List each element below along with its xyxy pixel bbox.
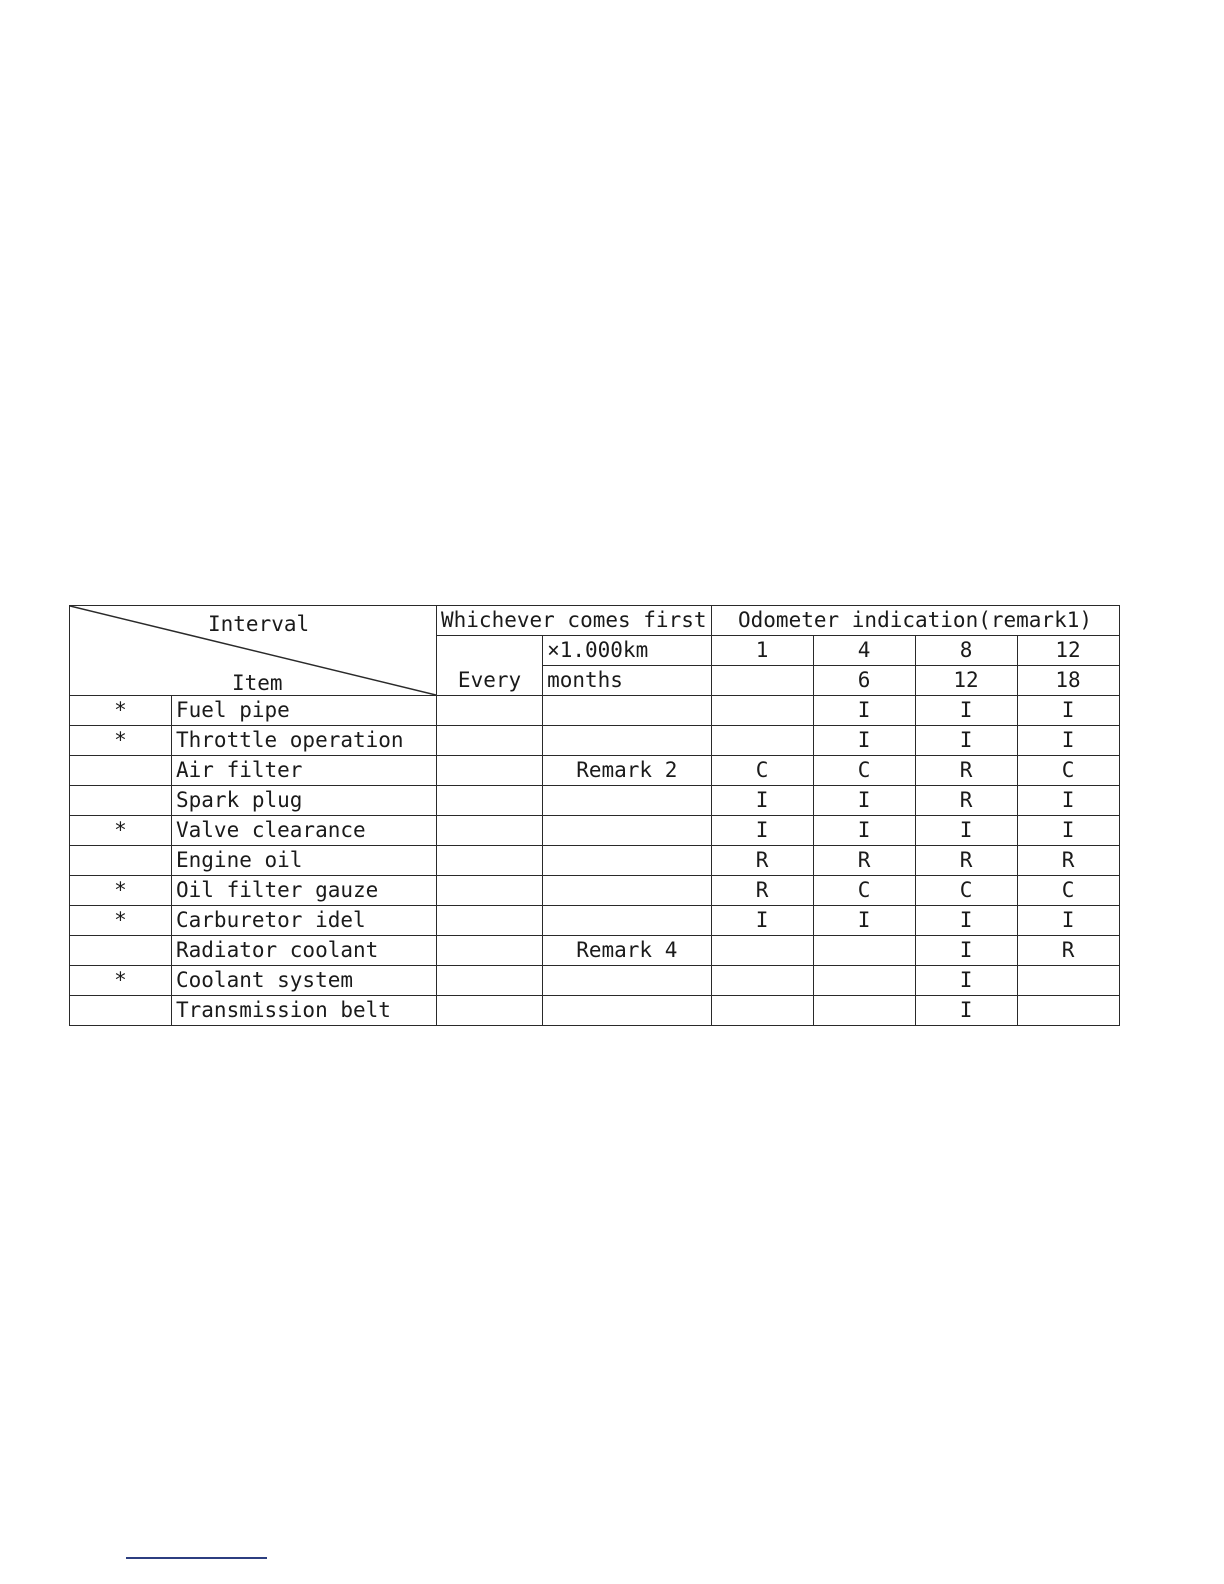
row-interval-value: R [915, 846, 1017, 876]
row-item-name: Air filter [172, 756, 437, 786]
item-label: Item [232, 671, 283, 695]
row-interval-value [813, 996, 915, 1026]
km-value: 12 [1017, 636, 1119, 666]
row-remark [543, 726, 711, 756]
row-interval-value: I [1017, 786, 1119, 816]
row-every-value [437, 816, 543, 846]
row-every-value [437, 756, 543, 786]
row-interval-value: R [915, 756, 1017, 786]
row-interval-value: I [915, 726, 1017, 756]
table-row [70, 966, 1120, 996]
row-item-name: Spark plug [172, 786, 437, 816]
row-every-value [437, 996, 543, 1026]
row-interval-value: I [1017, 696, 1119, 726]
row-interval-value: R [813, 846, 915, 876]
table-row [70, 876, 1120, 906]
interval-item-diagonal-header [70, 606, 437, 696]
row-item-name: Coolant system [172, 966, 437, 996]
row-interval-value [711, 996, 813, 1026]
row-interval-value [1017, 966, 1119, 996]
row-every-value [437, 966, 543, 996]
footnote-separator [126, 1557, 267, 1559]
table-row [70, 816, 1120, 846]
row-star-mark [70, 996, 172, 1026]
maintenance-schedule-table [69, 605, 1120, 1026]
row-interval-value: I [813, 816, 915, 846]
row-interval-value: I [915, 966, 1017, 996]
row-interval-value [711, 726, 813, 756]
row-remark [543, 786, 711, 816]
month-value: 12 [915, 666, 1017, 696]
row-interval-value: C [813, 876, 915, 906]
km-value: 4 [813, 636, 915, 666]
month-value [711, 666, 813, 696]
every-header: Every [437, 636, 543, 696]
row-every-value [437, 786, 543, 816]
row-interval-value: R [1017, 846, 1119, 876]
row-interval-value [813, 966, 915, 996]
row-star-mark [70, 786, 172, 816]
row-interval-value: R [1017, 936, 1119, 966]
row-star-mark: * [70, 906, 172, 936]
row-interval-value: I [813, 786, 915, 816]
month-value: 6 [813, 666, 915, 696]
km-unit-header: ×1.000km [543, 636, 711, 666]
row-remark [543, 906, 711, 936]
row-interval-value: C [915, 876, 1017, 906]
row-item-name: Carburetor idel [172, 906, 437, 936]
row-interval-value: C [813, 756, 915, 786]
row-item-name: Radiator coolant [172, 936, 437, 966]
row-every-value [437, 696, 543, 726]
row-star-mark [70, 936, 172, 966]
row-item-name: Fuel pipe [172, 696, 437, 726]
row-interval-value: C [711, 756, 813, 786]
row-every-value [437, 846, 543, 876]
row-remark: Remark 4 [543, 936, 711, 966]
month-value: 18 [1017, 666, 1119, 696]
row-remark [543, 816, 711, 846]
row-interval-value: I [813, 696, 915, 726]
row-remark [543, 996, 711, 1026]
row-remark [543, 846, 711, 876]
row-interval-value: I [1017, 816, 1119, 846]
row-interval-value: I [813, 726, 915, 756]
row-interval-value: I [1017, 726, 1119, 756]
row-interval-value [711, 966, 813, 996]
row-interval-value: R [915, 786, 1017, 816]
table-row [70, 696, 1120, 726]
row-interval-value: C [1017, 756, 1119, 786]
row-item-name: Transmission belt [172, 996, 437, 1026]
row-star-mark [70, 846, 172, 876]
table-row [70, 906, 1120, 936]
table-row [70, 846, 1120, 876]
row-every-value [437, 726, 543, 756]
row-interval-value: I [711, 816, 813, 846]
row-star-mark [70, 756, 172, 786]
row-interval-value: I [915, 996, 1017, 1026]
table-row [70, 786, 1120, 816]
table-row [70, 996, 1120, 1026]
row-interval-value: I [915, 906, 1017, 936]
row-item-name: Oil filter gauze [172, 876, 437, 906]
km-value: 8 [915, 636, 1017, 666]
whichever-header: Whichever comes first [437, 606, 712, 636]
row-interval-value [711, 696, 813, 726]
row-item-name: Throttle operation [172, 726, 437, 756]
km-value: 1 [711, 636, 813, 666]
row-star-mark: * [70, 696, 172, 726]
row-interval-value [1017, 996, 1119, 1026]
row-interval-value: I [915, 696, 1017, 726]
months-header: months [543, 666, 711, 696]
row-remark [543, 696, 711, 726]
row-interval-value: C [1017, 876, 1119, 906]
row-star-mark: * [70, 876, 172, 906]
row-item-name: Engine oil [172, 846, 437, 876]
row-interval-value: I [711, 786, 813, 816]
row-interval-value: R [711, 876, 813, 906]
table-row [70, 936, 1120, 966]
header-row-1 [70, 606, 1120, 636]
row-remark: Remark 2 [543, 756, 711, 786]
row-star-mark: * [70, 726, 172, 756]
row-every-value [437, 906, 543, 936]
row-interval-value [813, 936, 915, 966]
row-remark [543, 876, 711, 906]
table-row [70, 756, 1120, 786]
row-every-value [437, 876, 543, 906]
row-star-mark: * [70, 966, 172, 996]
odometer-header: Odometer indication(remark1) [711, 606, 1119, 636]
row-interval-value: I [915, 936, 1017, 966]
row-interval-value: I [915, 816, 1017, 846]
interval-label: Interval [208, 612, 310, 636]
row-every-value [437, 936, 543, 966]
row-star-mark: * [70, 816, 172, 846]
row-interval-value: I [813, 906, 915, 936]
row-item-name: Valve clearance [172, 816, 437, 846]
row-interval-value: I [1017, 906, 1119, 936]
row-interval-value: I [711, 906, 813, 936]
row-remark [543, 966, 711, 996]
row-interval-value [711, 936, 813, 966]
table-row [70, 726, 1120, 756]
row-interval-value: R [711, 846, 813, 876]
